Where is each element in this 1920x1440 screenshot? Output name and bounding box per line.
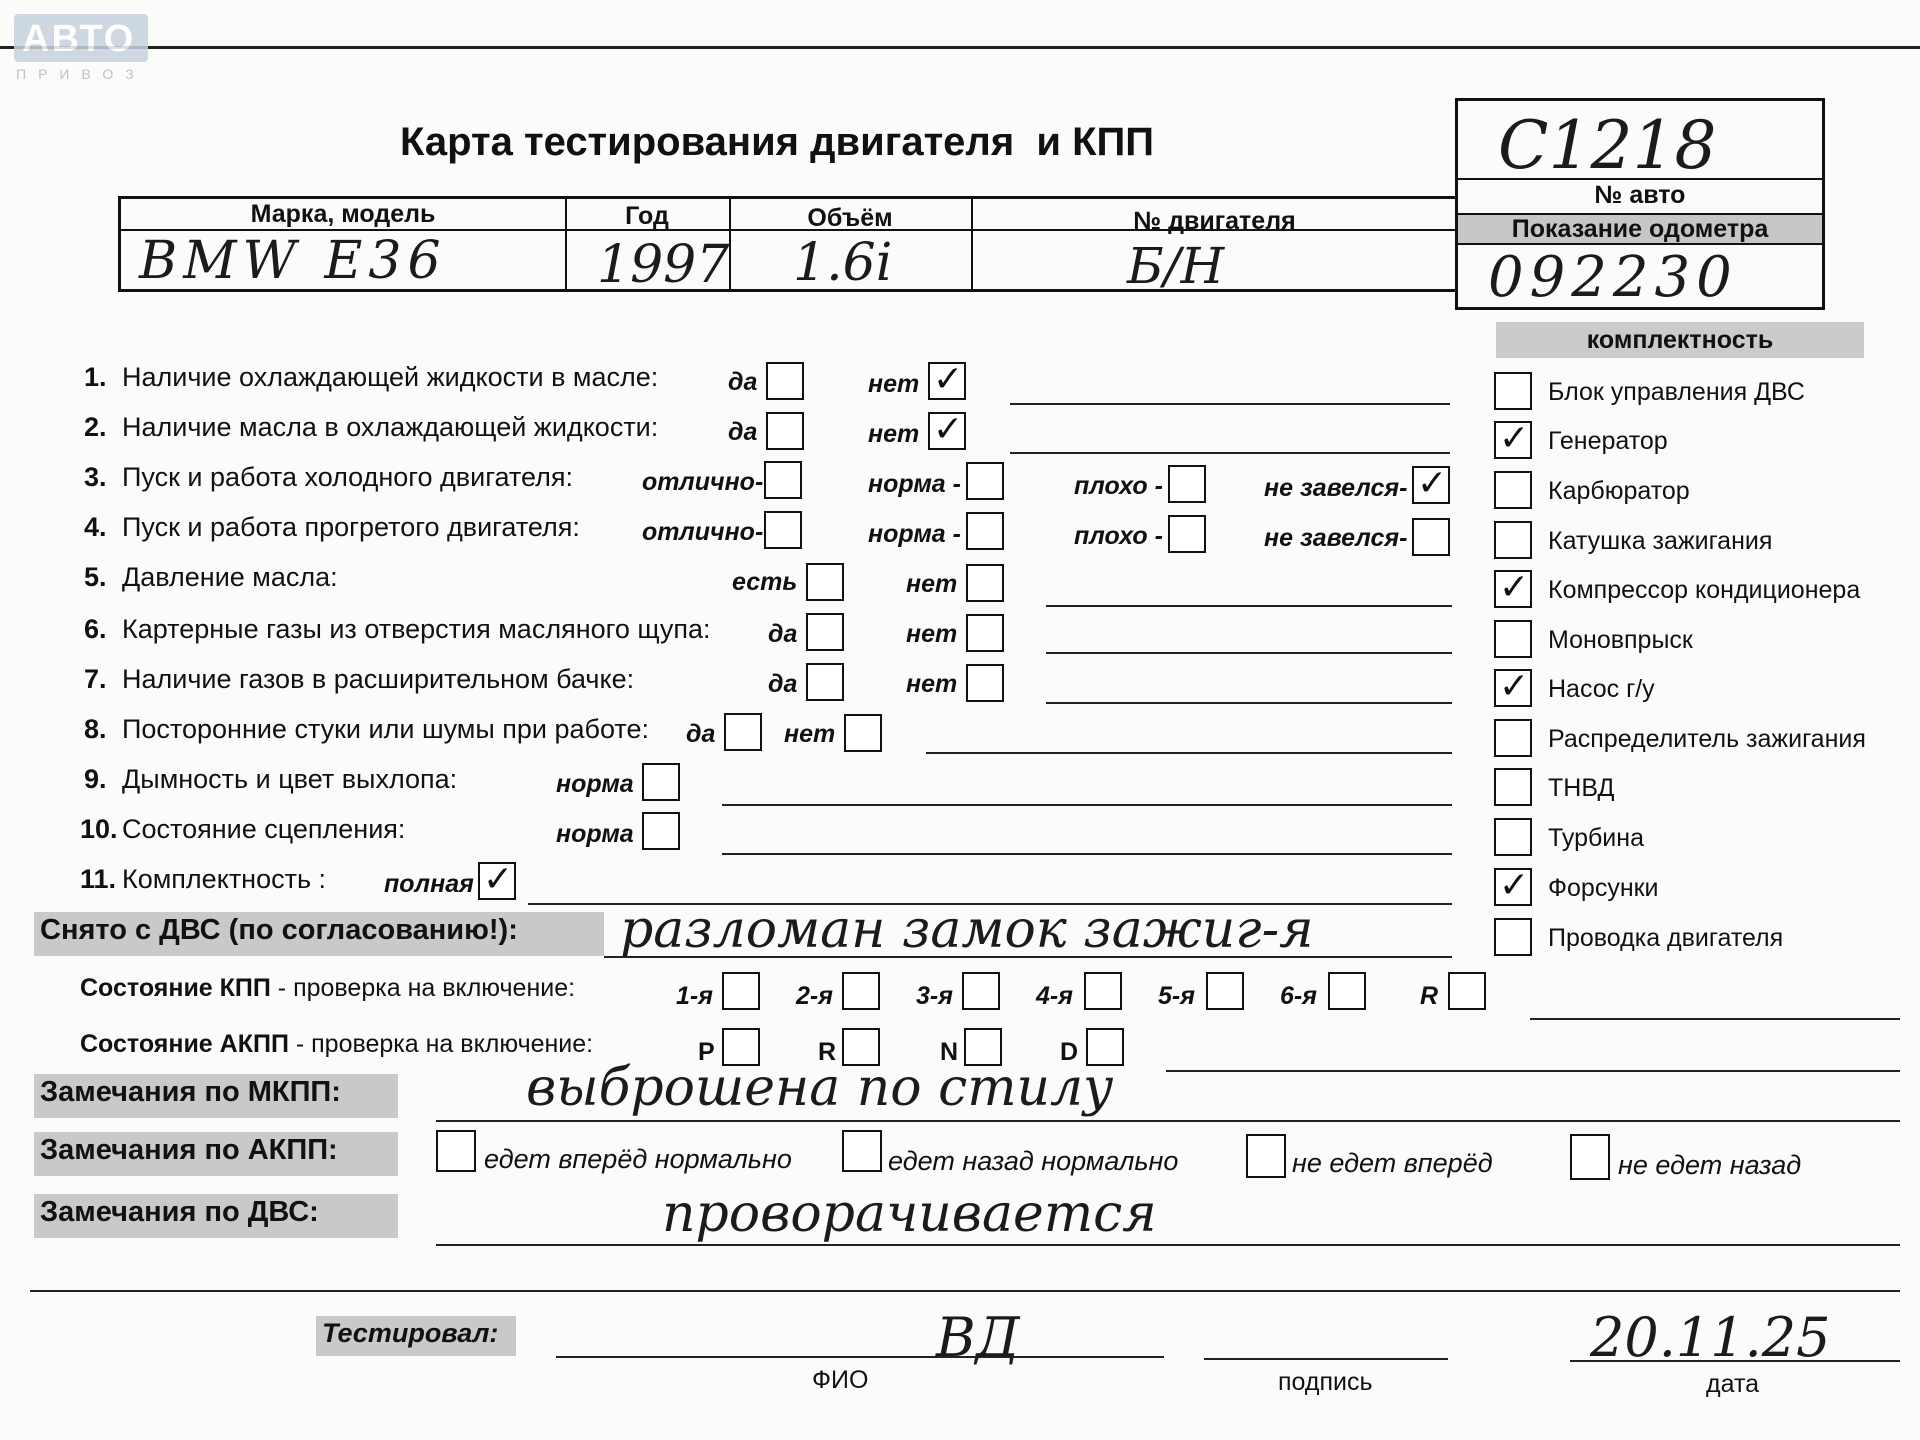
gear-label: 6-я — [1280, 982, 1317, 1010]
row-label: Комплектность : — [122, 864, 327, 894]
gear-label: R — [1420, 982, 1439, 1010]
comment-line — [1046, 702, 1452, 704]
row-label: Состояние сцепления: — [122, 814, 406, 844]
mode-label: P — [698, 1038, 715, 1066]
akpp-option-label: не едет вперёд — [1292, 1148, 1493, 1178]
option-checkbox-no[interactable] — [928, 362, 966, 400]
kit-label: Компрессор кондиционера — [1548, 576, 1861, 604]
row-label: Пуск и работа холодного двигателя: — [122, 462, 573, 492]
name-line — [556, 1356, 1164, 1358]
gear-label: 1-я — [676, 982, 713, 1010]
option-checkbox-bad[interactable] — [1168, 515, 1206, 553]
page-title: Карта тестирования двигателя и КПП — [400, 120, 1155, 164]
remarks-dvs-value: проворачивается — [662, 1184, 1157, 1244]
signature-caption: подпись — [1278, 1368, 1373, 1396]
option-label: норма — [556, 770, 634, 798]
option-label: плохо - — [1074, 472, 1163, 500]
option-checkbox-no[interactable] — [844, 714, 882, 752]
akpp-option-label: едет вперёд нормально — [484, 1144, 792, 1174]
row-label: Дымность и цвет выхлопа: — [122, 764, 458, 794]
option-checkbox-yes[interactable] — [806, 613, 844, 651]
logo-text: АВТО — [22, 18, 136, 60]
row-number: 11. — [80, 864, 117, 894]
option-checkbox-excellent[interactable] — [764, 511, 802, 549]
gear-checkbox-r[interactable] — [1448, 972, 1486, 1010]
logo — [14, 14, 148, 62]
mode-label: R — [818, 1038, 837, 1066]
option-checkbox-normal[interactable] — [966, 512, 1004, 550]
row-number: 7. — [84, 664, 107, 694]
comment-line — [1046, 605, 1452, 607]
kpp-title-rest: - проверка на включение: — [270, 974, 576, 1002]
mode-label: D — [1060, 1038, 1079, 1066]
option-label: да — [768, 670, 798, 698]
option-checkbox-yes[interactable] — [724, 713, 762, 751]
akpp-no-back-checkbox[interactable] — [1570, 1134, 1610, 1180]
option-checkbox-yes[interactable] — [806, 663, 844, 701]
option-label: да — [728, 418, 758, 446]
date-value: 20.11.25 — [1590, 1306, 1831, 1369]
option-label: отлично- — [642, 518, 764, 546]
option-checkbox-full[interactable] — [478, 862, 516, 900]
option-checkbox-not-started[interactable] — [1412, 518, 1450, 556]
option-label: норма - — [868, 470, 961, 498]
option-label: есть — [732, 568, 798, 596]
gear-label: 5-я — [1158, 982, 1195, 1010]
option-label: нет — [906, 570, 958, 598]
row-number: 10. — [80, 814, 118, 844]
top-rule — [0, 46, 1920, 49]
volume-value: 1.6i — [793, 233, 893, 293]
option-label: норма - — [868, 520, 961, 548]
car-number-divider — [1458, 178, 1822, 180]
signature-line — [1204, 1358, 1448, 1360]
section-divider — [30, 1290, 1900, 1292]
kit-title: комплектность — [1586, 326, 1774, 354]
odometer-label: Показание одометра — [1511, 215, 1769, 243]
akpp-option-label: едет назад нормально — [888, 1146, 1179, 1176]
removed-label: Снято с ДВС (по согласованию!): — [34, 912, 604, 956]
akpp-option-label: не едет назад — [1618, 1150, 1802, 1180]
remarks-mkpp-label: Замечания по МКПП: — [34, 1074, 398, 1118]
comment-line — [722, 853, 1452, 855]
kit-label: Насос г/у — [1548, 675, 1655, 703]
gear-checkbox-3[interactable] — [962, 972, 1000, 1010]
option-label: полная — [384, 870, 474, 898]
option-checkbox-no[interactable] — [928, 412, 966, 450]
akpp-title-bold: Состояние АКПП — [80, 1030, 289, 1058]
engine-label: № двигателя — [1133, 207, 1296, 235]
comment-line — [1010, 452, 1450, 454]
option-label: нет — [906, 670, 958, 698]
option-checkbox-normal[interactable] — [642, 763, 680, 801]
row-number: 3. — [84, 462, 107, 492]
year-label: Год — [625, 202, 669, 230]
kit-checkbox[interactable] — [1494, 471, 1532, 509]
option-label: да — [686, 720, 716, 748]
comment-line — [1046, 652, 1452, 654]
option-checkbox-yes[interactable] — [806, 563, 844, 601]
row-number: 5. — [84, 562, 107, 592]
kit-checkbox[interactable] — [1494, 918, 1532, 956]
akpp-title-rest: - проверка на включение: — [288, 1030, 594, 1058]
akpp-forward-ok-checkbox[interactable] — [436, 1130, 476, 1172]
kit-checkbox[interactable] — [1494, 620, 1532, 658]
option-label: да — [728, 368, 758, 396]
gear-checkbox-2[interactable] — [842, 972, 880, 1010]
gear-label: 2-я — [796, 982, 833, 1010]
make-label: Марка, модель — [250, 200, 436, 228]
option-checkbox-not-started[interactable] — [1412, 466, 1450, 504]
volume-label: Объём — [807, 204, 893, 232]
gear-checkbox-4[interactable] — [1084, 972, 1122, 1010]
option-label: да — [768, 620, 798, 648]
engine-value: Б/Н — [1127, 237, 1225, 295]
name-caption: ФИО — [812, 1366, 869, 1394]
kit-checkbox[interactable] — [1494, 719, 1532, 757]
kit-label: Форсунки — [1548, 874, 1659, 902]
kit-checkbox[interactable] — [1494, 669, 1532, 707]
kit-label: Турбина — [1548, 824, 1644, 852]
row-number: 2. — [84, 412, 107, 442]
odometer-value: 092230 — [1488, 245, 1738, 310]
removed-value: разломан замок зажиг-я — [620, 900, 1314, 960]
kit-label: Распределитель зажигания — [1548, 725, 1866, 753]
kit-label: Проводка двигателя — [1548, 924, 1784, 952]
date-caption: дата — [1706, 1370, 1760, 1398]
remarks-dvs-line — [436, 1244, 1900, 1246]
gear-label: 3-я — [916, 982, 953, 1010]
option-label: нет — [868, 420, 920, 448]
option-checkbox-normal[interactable] — [966, 462, 1004, 500]
option-checkbox-no[interactable] — [966, 664, 1004, 702]
row-label: Давление масла: — [122, 562, 338, 592]
row-number: 4. — [84, 512, 107, 542]
row-label: Наличие газов в расширительном бачке: — [122, 664, 635, 694]
option-label: отлично- — [642, 468, 764, 496]
gear-checkbox-6[interactable] — [1328, 972, 1366, 1010]
option-label: нет — [784, 720, 836, 748]
comment-line — [1010, 403, 1450, 405]
remarks-akpp-label: Замечания по АКПП: — [34, 1132, 398, 1176]
option-checkbox-yes[interactable] — [766, 412, 804, 450]
kit-label: ТНВД — [1548, 774, 1615, 802]
akpp-no-forward-checkbox[interactable] — [1246, 1134, 1286, 1178]
gear-checkbox-1[interactable] — [722, 972, 760, 1010]
logo-sub: ПРИВОЗ — [16, 66, 146, 82]
option-label: не завелся- — [1264, 524, 1408, 552]
date-line — [1570, 1360, 1900, 1362]
option-checkbox-no[interactable] — [966, 564, 1004, 602]
kit-checkbox[interactable] — [1494, 570, 1532, 608]
kit-label: Катушка зажигания — [1548, 527, 1773, 555]
row-number: 6. — [84, 614, 107, 644]
kit-label: Моновпрыск — [1548, 626, 1693, 654]
kit-checkbox[interactable] — [1494, 421, 1532, 459]
row-label: Картерные газы из отверстия масляного щупа: — [122, 614, 711, 644]
row-number: 9. — [84, 764, 107, 794]
option-checkbox-excellent[interactable] — [764, 461, 802, 499]
kit-checkbox[interactable] — [1494, 521, 1532, 559]
car-number-box — [1455, 98, 1825, 310]
gear-checkbox-5[interactable] — [1206, 972, 1244, 1010]
option-label: нет — [868, 370, 920, 398]
kit-label: Карбюратор — [1548, 477, 1690, 505]
kit-checkbox[interactable] — [1494, 818, 1532, 856]
row-number: 8. — [84, 714, 107, 744]
comment-line — [722, 804, 1452, 806]
kit-checkbox[interactable] — [1494, 768, 1532, 806]
kit-label: Генератор — [1548, 427, 1668, 455]
akpp-title — [80, 1030, 593, 1059]
akpp-line — [1166, 1070, 1900, 1072]
option-label: не завелся- — [1264, 474, 1408, 502]
tested-label: Тестировал: — [316, 1316, 516, 1356]
kit-label: Блок управления ДВС — [1548, 378, 1805, 406]
row-number: 1. — [84, 362, 107, 392]
kpp-line — [1530, 1018, 1900, 1020]
year-value: 1997 — [597, 235, 730, 295]
option-label: норма — [556, 820, 634, 848]
kpp-title — [80, 974, 575, 1003]
remarks-mkpp-value: выброшена по стилу — [526, 1058, 1114, 1118]
option-label: плохо - — [1074, 522, 1163, 550]
make-value: BMW E36 — [139, 231, 447, 291]
car-number-label: № авто — [1594, 181, 1686, 209]
option-checkbox-normal[interactable] — [642, 812, 680, 850]
row-label: Наличие масла в охлаждающей жидкости: — [122, 412, 659, 442]
option-checkbox-no[interactable] — [966, 614, 1004, 652]
remarks-mkpp-line — [436, 1120, 1900, 1122]
mode-label: N — [940, 1038, 959, 1066]
gear-label: 4-я — [1036, 982, 1073, 1010]
removed-line — [604, 956, 1452, 958]
kit-checkbox[interactable] — [1494, 868, 1532, 906]
row-label: Наличие охлаждающей жидкости в масле: — [122, 362, 659, 392]
remarks-dvs-label: Замечания по ДВС: — [34, 1194, 398, 1238]
akpp-back-ok-checkbox[interactable] — [842, 1130, 882, 1172]
tester-name-value: ВД — [936, 1306, 1020, 1369]
row-label: Пуск и работа прогретого двигателя: — [122, 512, 580, 542]
row-label: Посторонние стуки или шумы при работе: — [122, 714, 649, 744]
car-number-value: C1218 — [1498, 107, 1717, 184]
option-label: нет — [906, 620, 958, 648]
header-table — [118, 196, 1455, 295]
kit-checkbox[interactable] — [1494, 372, 1532, 410]
option-checkbox-bad[interactable] — [1168, 465, 1206, 503]
kpp-title-bold: Состояние КПП — [80, 974, 271, 1002]
option-checkbox-yes[interactable] — [766, 362, 804, 400]
comment-line — [926, 752, 1452, 754]
